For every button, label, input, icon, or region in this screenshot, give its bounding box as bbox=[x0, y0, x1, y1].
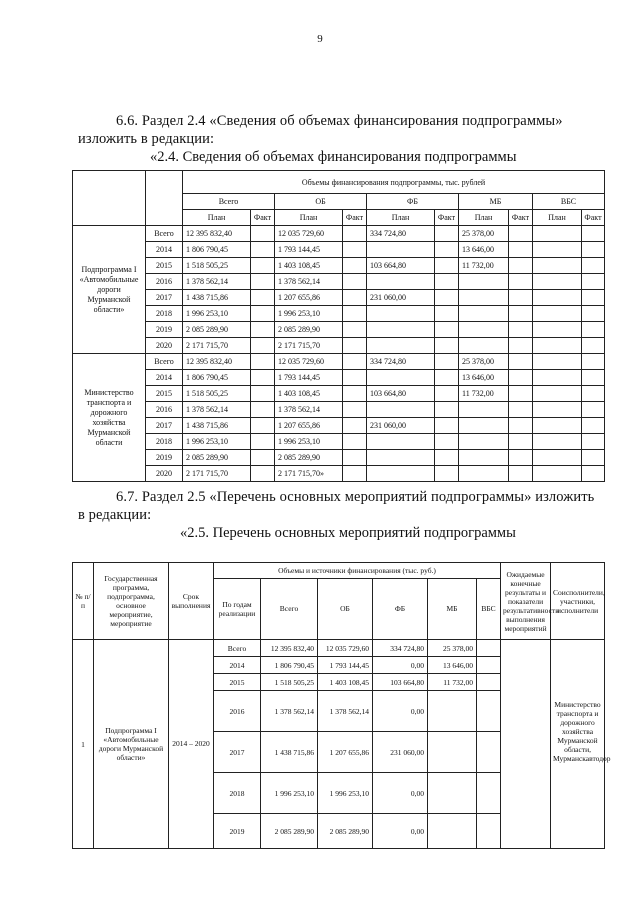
fb-fact-cell bbox=[435, 402, 459, 418]
year-cell: 2015 bbox=[214, 674, 261, 691]
vbs-fact-cell bbox=[582, 418, 605, 434]
total-plan-cell: 12 395 832,40 bbox=[183, 226, 251, 242]
total-fact-cell bbox=[251, 354, 275, 370]
term: 2014 – 2020 bbox=[169, 640, 214, 849]
mb-plan-cell bbox=[459, 434, 509, 450]
total-cell: 2 085 289,90 bbox=[261, 814, 318, 849]
vbs-fact-cell bbox=[582, 258, 605, 274]
mb-plan-cell: 25 378,00 bbox=[459, 226, 509, 242]
col-fb: ФБ bbox=[373, 578, 428, 639]
year-cell: 2019 bbox=[146, 450, 183, 466]
mb-plan-cell: 25 378,00 bbox=[459, 354, 509, 370]
ob-plan-cell: 1 207 655,86 bbox=[275, 418, 343, 434]
ob-cell: 1 207 655,86 bbox=[318, 732, 373, 773]
ob-plan-cell: 2 171 715,70» bbox=[275, 466, 343, 482]
year-cell: 2020 bbox=[146, 466, 183, 482]
mb-fact-cell bbox=[509, 274, 533, 290]
total-fact-cell bbox=[251, 258, 275, 274]
year-cell: Всего bbox=[146, 226, 183, 242]
year-cell: 2018 bbox=[146, 434, 183, 450]
table-row bbox=[73, 338, 605, 354]
vbs-plan-cell bbox=[533, 466, 582, 482]
total-fact-cell bbox=[251, 450, 275, 466]
table-row bbox=[73, 402, 605, 418]
year-cell: Всего bbox=[146, 354, 183, 370]
col-mb: МБ bbox=[428, 578, 477, 639]
ob-fact-cell bbox=[343, 226, 367, 242]
col-group-fb: ФБ bbox=[367, 194, 459, 210]
ob-plan-cell: 1 996 253,10 bbox=[275, 306, 343, 322]
vbs-cell bbox=[477, 773, 501, 814]
col-term: Срок выполнения bbox=[169, 563, 214, 640]
col-plan: План bbox=[367, 210, 435, 226]
col-fact: Факт bbox=[435, 210, 459, 226]
ob-plan-cell: 1 403 108,45 bbox=[275, 386, 343, 402]
year-cell: 2017 bbox=[146, 418, 183, 434]
fb-fact-cell bbox=[435, 242, 459, 258]
vbs-plan-cell bbox=[533, 386, 582, 402]
total-cell: 1 378 562,14 bbox=[261, 691, 318, 732]
total-plan-cell: 2 085 289,90 bbox=[183, 450, 251, 466]
fb-plan-cell: 103 664,80 bbox=[367, 258, 435, 274]
year-cell: 2018 bbox=[146, 306, 183, 322]
fb-fact-cell bbox=[435, 338, 459, 354]
ob-fact-cell bbox=[343, 386, 367, 402]
total-plan-cell: 1 806 790,45 bbox=[183, 370, 251, 386]
mb-fact-cell bbox=[509, 290, 533, 306]
total-plan-cell: 1 518 505,25 bbox=[183, 258, 251, 274]
fb-plan-cell bbox=[367, 434, 435, 450]
col-plan: План bbox=[459, 210, 509, 226]
total-fact-cell bbox=[251, 306, 275, 322]
ob-plan-cell: 1 996 253,10 bbox=[275, 434, 343, 450]
year-cell: 2019 bbox=[214, 814, 261, 849]
total-plan-cell: 1 378 562,14 bbox=[183, 402, 251, 418]
ob-plan-cell: 2 171 715,70 bbox=[275, 338, 343, 354]
mb-plan-cell: 13 646,00 bbox=[459, 370, 509, 386]
total-fact-cell bbox=[251, 226, 275, 242]
fb-fact-cell bbox=[435, 418, 459, 434]
col-executors: Соисполнители, участники, исполнители bbox=[551, 563, 605, 640]
fb-plan-cell: 103 664,80 bbox=[367, 386, 435, 402]
table-row bbox=[73, 370, 605, 386]
ob-plan-cell: 12 035 729,60 bbox=[275, 226, 343, 242]
fb-plan-cell: 334 724,80 bbox=[367, 354, 435, 370]
col-plan: План bbox=[275, 210, 343, 226]
ob-plan-cell: 2 085 289,90 bbox=[275, 450, 343, 466]
results-cell bbox=[501, 640, 551, 849]
total-plan-cell: 2 085 289,90 bbox=[183, 322, 251, 338]
total-cell: 1 996 253,10 bbox=[261, 773, 318, 814]
ob-plan-cell: 1 793 144,45 bbox=[275, 370, 343, 386]
fb-plan-cell bbox=[367, 466, 435, 482]
block-label: Подпрограмма I «Автомобильные дороги Мурманской области» bbox=[73, 226, 146, 354]
mb-cell bbox=[428, 814, 477, 849]
table-row bbox=[73, 450, 605, 466]
vbs-plan-cell bbox=[533, 402, 582, 418]
vbs-fact-cell bbox=[582, 338, 605, 354]
mb-fact-cell bbox=[509, 226, 533, 242]
mb-plan-cell: 13 646,00 bbox=[459, 242, 509, 258]
ob-cell: 1 793 144,45 bbox=[318, 657, 373, 674]
ob-fact-cell bbox=[343, 322, 367, 338]
fb-cell: 231 060,00 bbox=[373, 732, 428, 773]
ob-fact-cell bbox=[343, 290, 367, 306]
ob-plan-cell: 1 378 562,14 bbox=[275, 402, 343, 418]
fb-plan-cell: 231 060,00 bbox=[367, 418, 435, 434]
vbs-fact-cell bbox=[582, 274, 605, 290]
col-fact: Факт bbox=[509, 210, 533, 226]
fb-plan-cell bbox=[367, 322, 435, 338]
vbs-plan-cell bbox=[533, 306, 582, 322]
col-program: Государственная программа, подпрограмма, основное мероприятие, мероприятие bbox=[94, 563, 169, 640]
vbs-cell bbox=[477, 674, 501, 691]
vbs-cell bbox=[477, 640, 501, 657]
year-cell: 2016 bbox=[146, 274, 183, 290]
total-fact-cell bbox=[251, 290, 275, 306]
fb-cell: 0,00 bbox=[373, 657, 428, 674]
year-cell: 2014 bbox=[146, 370, 183, 386]
ob-cell: 1 378 562,14 bbox=[318, 691, 373, 732]
mb-fact-cell bbox=[509, 434, 533, 450]
total-plan-cell: 1 996 253,10 bbox=[183, 306, 251, 322]
ob-fact-cell bbox=[343, 354, 367, 370]
table-row bbox=[73, 434, 605, 450]
year-cell: 2014 bbox=[146, 242, 183, 258]
table-row bbox=[73, 322, 605, 338]
executors: Министерство транспорта и дорожного хозяйства Мурманской области, Мурманскавтодор bbox=[551, 640, 605, 849]
vbs-plan-cell bbox=[533, 322, 582, 338]
mb-plan-cell bbox=[459, 338, 509, 354]
vbs-cell bbox=[477, 732, 501, 773]
fb-fact-cell bbox=[435, 370, 459, 386]
fb-plan-cell bbox=[367, 370, 435, 386]
total-cell: 12 395 832,40 bbox=[261, 640, 318, 657]
fb-fact-cell bbox=[435, 274, 459, 290]
fb-plan-cell bbox=[367, 450, 435, 466]
vbs-cell bbox=[477, 657, 501, 674]
vbs-plan-cell bbox=[533, 434, 582, 450]
fb-fact-cell bbox=[435, 226, 459, 242]
mb-cell bbox=[428, 732, 477, 773]
total-cell: 1 806 790,45 bbox=[261, 657, 318, 674]
vbs-plan-cell bbox=[533, 370, 582, 386]
col-group-mb: МБ bbox=[459, 194, 533, 210]
ob-fact-cell bbox=[343, 434, 367, 450]
col-group-total: Всего bbox=[183, 194, 275, 210]
ob-fact-cell bbox=[343, 306, 367, 322]
year-cell: 2019 bbox=[146, 322, 183, 338]
vbs-plan-cell bbox=[533, 450, 582, 466]
total-fact-cell bbox=[251, 338, 275, 354]
vbs-fact-cell bbox=[582, 322, 605, 338]
fb-plan-cell bbox=[367, 242, 435, 258]
total-plan-cell: 2 171 715,70 bbox=[183, 466, 251, 482]
mb-fact-cell bbox=[509, 306, 533, 322]
program-name: Подпрограмма I «Автомобильные дороги Мурманской области» bbox=[94, 640, 169, 849]
fb-plan-cell bbox=[367, 402, 435, 418]
mb-fact-cell bbox=[509, 386, 533, 402]
col-plan: План bbox=[533, 210, 582, 226]
mb-plan-cell bbox=[459, 306, 509, 322]
ob-fact-cell bbox=[343, 466, 367, 482]
vbs-cell bbox=[477, 814, 501, 849]
vbs-fact-cell bbox=[582, 226, 605, 242]
block-label: Министерство транспорта и дорожного хозяйства Мурманской области bbox=[73, 354, 146, 482]
table-row bbox=[73, 226, 605, 242]
mb-fact-cell bbox=[509, 402, 533, 418]
total-plan-cell: 1 378 562,14 bbox=[183, 274, 251, 290]
ob-plan-cell: 1 793 144,45 bbox=[275, 242, 343, 258]
total-plan-cell: 1 996 253,10 bbox=[183, 434, 251, 450]
fb-fact-cell bbox=[435, 434, 459, 450]
section-6-6-line2: изложить в редакции: bbox=[78, 131, 215, 147]
table-row bbox=[73, 242, 605, 258]
col-fact: Факт bbox=[343, 210, 367, 226]
ob-plan-cell: 1 378 562,14 bbox=[275, 274, 343, 290]
col-by-years: По годам реализации bbox=[214, 578, 261, 639]
total-fact-cell bbox=[251, 242, 275, 258]
year-cell: 2015 bbox=[146, 258, 183, 274]
fb-plan-cell bbox=[367, 306, 435, 322]
col-plan: План bbox=[183, 210, 251, 226]
vbs-fact-cell bbox=[582, 370, 605, 386]
col-vbs: ВБС bbox=[477, 578, 501, 639]
vbs-fact-cell bbox=[582, 402, 605, 418]
measures-table bbox=[72, 562, 611, 849]
year-cell: 2020 bbox=[146, 338, 183, 354]
year-cell: 2017 bbox=[214, 732, 261, 773]
vbs-plan-cell bbox=[533, 338, 582, 354]
total-cell: 1 518 505,25 bbox=[261, 674, 318, 691]
total-fact-cell bbox=[251, 434, 275, 450]
ob-fact-cell bbox=[343, 242, 367, 258]
mb-cell bbox=[428, 691, 477, 732]
fb-cell: 334 724,80 bbox=[373, 640, 428, 657]
year-cell: Всего bbox=[214, 640, 261, 657]
ob-fact-cell bbox=[343, 370, 367, 386]
vbs-fact-cell bbox=[582, 450, 605, 466]
table-row bbox=[73, 274, 605, 290]
table-row bbox=[73, 418, 605, 434]
fb-plan-cell: 334 724,80 bbox=[367, 226, 435, 242]
ob-plan-cell: 2 085 289,90 bbox=[275, 322, 343, 338]
table-row bbox=[73, 354, 605, 370]
fb-cell: 0,00 bbox=[373, 773, 428, 814]
vbs-fact-cell bbox=[582, 466, 605, 482]
col-total: Всего bbox=[261, 578, 318, 639]
mb-cell bbox=[428, 773, 477, 814]
total-fact-cell bbox=[251, 402, 275, 418]
mb-fact-cell bbox=[509, 322, 533, 338]
vbs-plan-cell bbox=[533, 258, 582, 274]
total-plan-cell: 1 438 715,86 bbox=[183, 418, 251, 434]
vbs-fact-cell bbox=[582, 434, 605, 450]
mb-fact-cell bbox=[509, 418, 533, 434]
mb-fact-cell bbox=[509, 258, 533, 274]
col-fact: Факт bbox=[582, 210, 605, 226]
col-group-ob: ОБ bbox=[275, 194, 367, 210]
table1-header-main: Объемы финансирования подпрограммы, тыс. рублей bbox=[183, 171, 605, 194]
row-number: 1 bbox=[73, 640, 94, 849]
table-row bbox=[73, 258, 605, 274]
fb-plan-cell: 231 060,00 bbox=[367, 290, 435, 306]
ob-fact-cell bbox=[343, 450, 367, 466]
total-plan-cell: 1 518 505,25 bbox=[183, 386, 251, 402]
mb-plan-cell bbox=[459, 402, 509, 418]
vbs-fact-cell bbox=[582, 306, 605, 322]
fb-cell: 103 664,80 bbox=[373, 674, 428, 691]
mb-fact-cell bbox=[509, 450, 533, 466]
year-cell: 2016 bbox=[214, 691, 261, 732]
total-fact-cell bbox=[251, 386, 275, 402]
ob-fact-cell bbox=[343, 402, 367, 418]
table2-title: «2.5. Перечень основных мероприятий подпрограммы bbox=[180, 525, 516, 541]
mb-plan-cell bbox=[459, 418, 509, 434]
ob-cell: 2 085 289,90 bbox=[318, 814, 373, 849]
fb-fact-cell bbox=[435, 450, 459, 466]
col-results: Ожидаемые конечные результаты и показатели результативности выполнения мероприятий bbox=[501, 563, 551, 640]
total-fact-cell bbox=[251, 274, 275, 290]
mb-plan-cell bbox=[459, 450, 509, 466]
table-row bbox=[73, 386, 605, 402]
ob-fact-cell bbox=[343, 338, 367, 354]
ob-plan-cell: 12 035 729,60 bbox=[275, 354, 343, 370]
mb-cell: 13 646,00 bbox=[428, 657, 477, 674]
year-cell: 2014 bbox=[214, 657, 261, 674]
mb-fact-cell bbox=[509, 242, 533, 258]
vbs-plan-cell bbox=[533, 290, 582, 306]
page-number: 9 bbox=[317, 33, 323, 45]
mb-fact-cell bbox=[509, 466, 533, 482]
vbs-plan-cell bbox=[533, 354, 582, 370]
mb-fact-cell bbox=[509, 354, 533, 370]
mb-fact-cell bbox=[509, 370, 533, 386]
vbs-fact-cell bbox=[582, 354, 605, 370]
total-fact-cell bbox=[251, 418, 275, 434]
mb-plan-cell bbox=[459, 322, 509, 338]
mb-plan-cell bbox=[459, 274, 509, 290]
fb-cell: 0,00 bbox=[373, 814, 428, 849]
year-cell: 2015 bbox=[146, 386, 183, 402]
financing-table bbox=[72, 170, 605, 482]
ob-cell: 1 403 108,45 bbox=[318, 674, 373, 691]
col-fact: Факт bbox=[251, 210, 275, 226]
table-row bbox=[73, 306, 605, 322]
mb-plan-cell: 11 732,00 bbox=[459, 386, 509, 402]
total-plan-cell: 2 171 715,70 bbox=[183, 338, 251, 354]
fb-fact-cell bbox=[435, 290, 459, 306]
fb-fact-cell bbox=[435, 322, 459, 338]
total-cell: 1 438 715,86 bbox=[261, 732, 318, 773]
fb-plan-cell bbox=[367, 338, 435, 354]
fb-fact-cell bbox=[435, 258, 459, 274]
mb-fact-cell bbox=[509, 338, 533, 354]
vbs-plan-cell bbox=[533, 274, 582, 290]
fb-fact-cell bbox=[435, 306, 459, 322]
mb-plan-cell: 11 732,00 bbox=[459, 258, 509, 274]
section-6-6-line1: 6.6. Раздел 2.4 «Сведения об объемах финансирования подпрограммы» bbox=[116, 113, 563, 129]
fb-fact-cell bbox=[435, 354, 459, 370]
vbs-plan-cell bbox=[533, 418, 582, 434]
total-fact-cell bbox=[251, 466, 275, 482]
year-cell: 2018 bbox=[214, 773, 261, 814]
section-6-7-line1: 6.7. Раздел 2.5 «Перечень основных мероприятий подпрограммы» изложить bbox=[116, 489, 595, 505]
mb-plan-cell bbox=[459, 290, 509, 306]
fb-fact-cell bbox=[435, 466, 459, 482]
total-fact-cell bbox=[251, 370, 275, 386]
total-fact-cell bbox=[251, 322, 275, 338]
ob-fact-cell bbox=[343, 274, 367, 290]
ob-fact-cell bbox=[343, 418, 367, 434]
vbs-fact-cell bbox=[582, 290, 605, 306]
total-plan-cell: 1 438 715,86 bbox=[183, 290, 251, 306]
col-funding: Объемы и источники финансирования (тыс. руб.) bbox=[214, 563, 501, 579]
vbs-fact-cell bbox=[582, 242, 605, 258]
ob-plan-cell: 1 403 108,45 bbox=[275, 258, 343, 274]
col-num: № п/п bbox=[73, 563, 94, 640]
ob-plan-cell: 1 207 655,86 bbox=[275, 290, 343, 306]
col-ob: ОБ bbox=[318, 578, 373, 639]
fb-fact-cell bbox=[435, 386, 459, 402]
total-plan-cell: 1 806 790,45 bbox=[183, 242, 251, 258]
vbs-plan-cell bbox=[533, 226, 582, 242]
vbs-cell bbox=[477, 691, 501, 732]
col-group-vbs: ВБС bbox=[533, 194, 605, 210]
table1-title: «2.4. Сведения об объемах финансирования подпрограммы bbox=[150, 149, 517, 165]
section-6-7-line2: в редакции: bbox=[78, 507, 152, 523]
ob-cell: 12 035 729,60 bbox=[318, 640, 373, 657]
year-cell: 2016 bbox=[146, 402, 183, 418]
fb-plan-cell bbox=[367, 274, 435, 290]
year-cell: 2017 bbox=[146, 290, 183, 306]
fb-cell: 0,00 bbox=[373, 691, 428, 732]
table-row bbox=[73, 466, 605, 482]
mb-cell: 25 378,00 bbox=[428, 640, 477, 657]
ob-fact-cell bbox=[343, 258, 367, 274]
ob-cell: 1 996 253,10 bbox=[318, 773, 373, 814]
total-plan-cell: 12 395 832,40 bbox=[183, 354, 251, 370]
mb-cell: 11 732,00 bbox=[428, 674, 477, 691]
vbs-fact-cell bbox=[582, 386, 605, 402]
mb-plan-cell bbox=[459, 466, 509, 482]
table-row bbox=[73, 290, 605, 306]
table-row bbox=[73, 640, 605, 657]
vbs-plan-cell bbox=[533, 242, 582, 258]
